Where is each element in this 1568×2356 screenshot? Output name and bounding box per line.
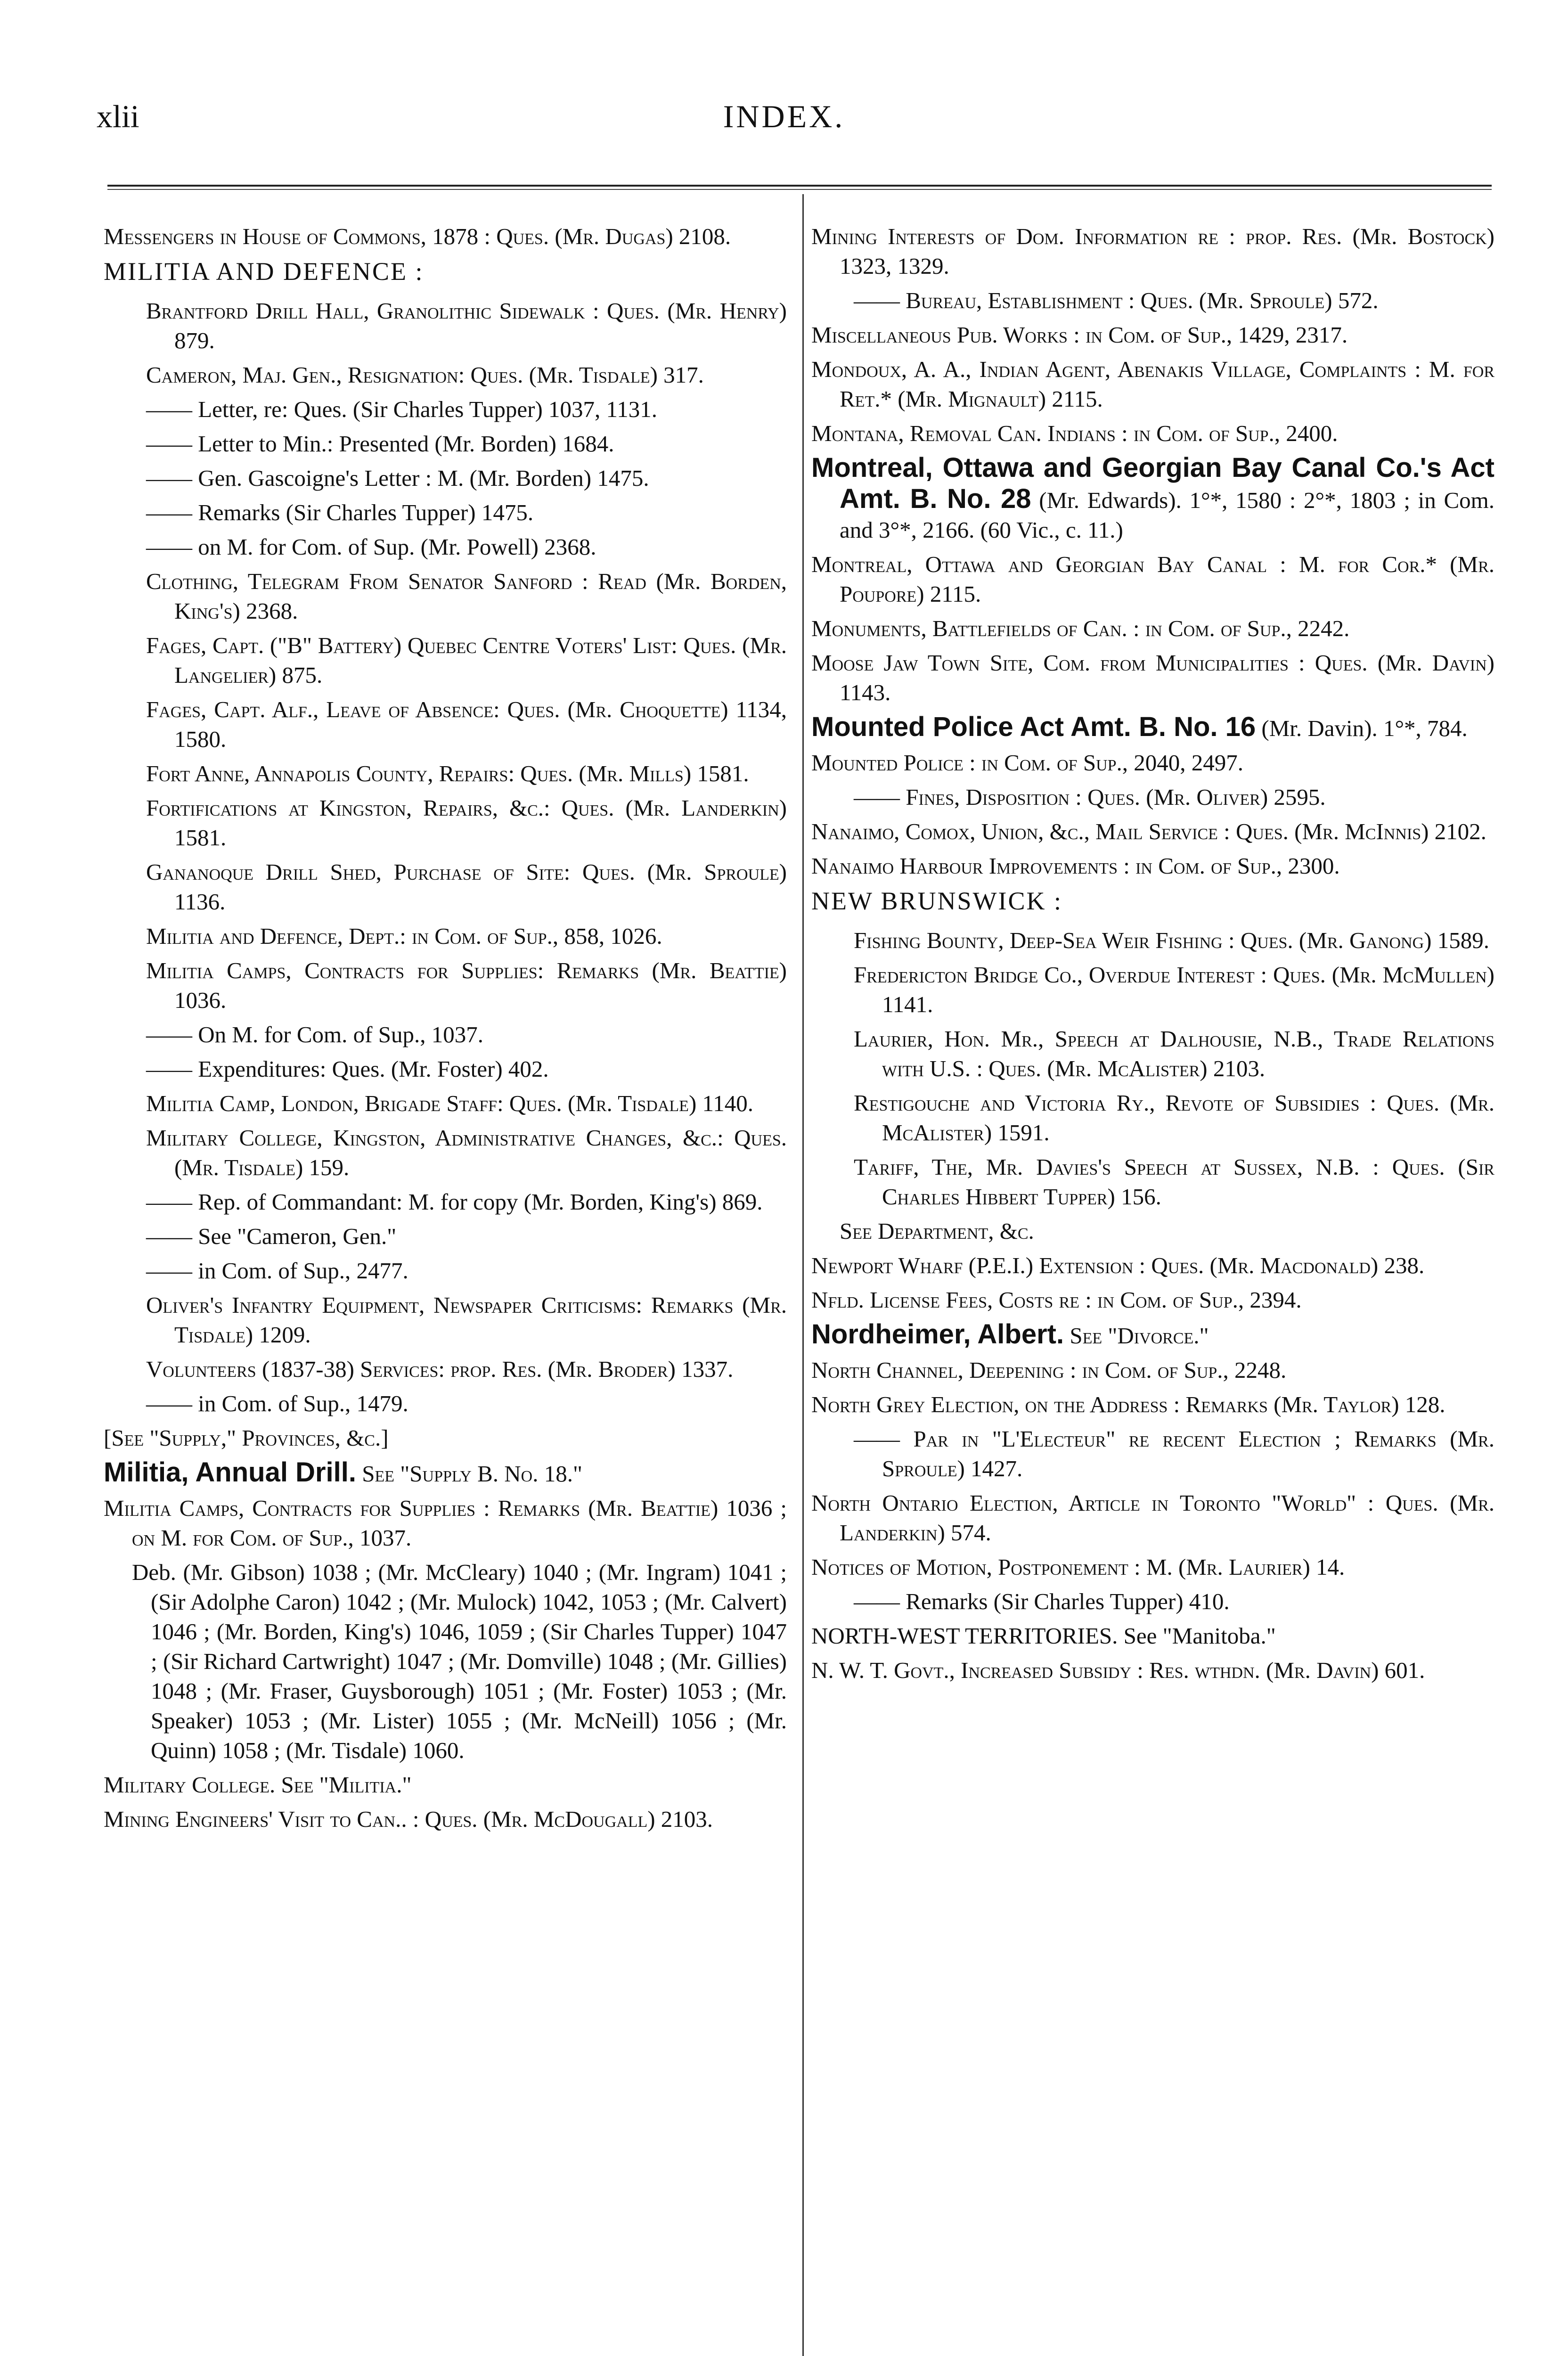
index-entry: Militia Camps, Contracts for Supplies : Remarks (Mr. Beattie) 1036 ; on M. for Com. of Sup., 1037. <box>104 1495 787 1551</box>
index-entry-bill <box>811 1319 1494 1350</box>
index-entry: Messengers in House of Commons, 1878 : Ques. (Mr. Dugas) 2108. <box>104 223 731 249</box>
index-entry: Monuments, Battlefields of Can. : in Com. of Sup., 2242. <box>811 615 1350 641</box>
index-entry: N. W. T. Govt., Increased Subsidy : Res. wthdn. (Mr. Davin) 601. <box>811 1657 1425 1683</box>
section-heading: MILITIA AND DEFENCE : <box>104 257 424 286</box>
page-header <box>0 98 1568 155</box>
index-entry: Nanaimo, Comox, Union, &c., Mail Service : Ques. (Mr. McInnis) 2102. <box>811 818 1486 844</box>
sub-entry: Militia and Defence, Dept.: in Com. of Sup., 858, 1026. <box>146 923 662 949</box>
sub-entry: —— Gen. Gascoigne's Letter : M. (Mr. Borden) 1475. <box>146 465 649 491</box>
index-entry: Nanaimo Harbour Improvements : in Com. of Sup., 2300. <box>811 853 1340 879</box>
index-entry: Military College. See "Militia." <box>104 1772 412 1798</box>
index-entry: North Ontario Election, Article in Toronto "World" : Ques. (Mr. Landerkin) 574. <box>811 1490 1494 1546</box>
sub-entry: Brantford Drill Hall, Granolithic Sidewalk : Ques. (Mr. Henry) 879. <box>146 298 787 353</box>
debate-list: Deb. (Mr. Gibson) 1038 ; (Mr. McCleary) 1040 ; (Mr. Ingram) 1041 ; (Sir Adolphe Caron) 1042 ; (Mr. Mulock) 1042, 1053 ; (Mr. Calvert) 1046 ; (Mr. Borden, King's) 1046, 1059 ; (Sir Charles Tupper) 1047 ; (Sir Richard Cartwright) 1047 ; (Mr. Domville) 1048 ; (Mr. Gillies) 1048 ; (Mr. Fraser, Guysborough) 1051 ; (Mr. Foster) 1053 ; (Mr. Speaker) 1053 ; (Mr. Lister) 1055 ; (Mr. McNeill) 1056 ; (Mr. Quinn) 1058 ; (Mr. Tisdale) 1060. <box>132 1559 787 1763</box>
sub-entry: Cameron, Maj. Gen., Resignation: Ques. (Mr. Tisdale) 317. <box>146 362 704 388</box>
index-entry: Newport Wharf (P.E.I.) Extension : Ques. (Mr. Macdonald) 238. <box>811 1252 1425 1278</box>
page-title: INDEX. <box>723 98 845 134</box>
sub-entry: Fortifications at Kingston, Repairs, &c.: Ques. (Mr. Landerkin) 1581. <box>146 795 787 851</box>
header-rule <box>107 185 1492 187</box>
sub-entry: —— Remarks (Sir Charles Tupper) 1475. <box>146 499 534 525</box>
sub-entry: —— Fines, Disposition : Ques. (Mr. Oliver) 2595. <box>854 784 1326 810</box>
sub-entry: Restigouche and Victoria Ry., Revote of Subsidies : Ques. (Mr. McAlister) 1591. <box>854 1090 1494 1145</box>
sub-entry: —— Remarks (Sir Charles Tupper) 410. <box>854 1588 1230 1614</box>
index-entry: Nfld. License Fees, Costs re : in Com. of Sup., 2394. <box>811 1287 1302 1313</box>
index-entry: Mondoux, A. A., Indian Agent, Abenakis Village, Complaints : M. for Ret.* (Mr. Mignault) 2115. <box>811 356 1494 412</box>
sub-entry: —— Letter to Min.: Presented (Mr. Borden) 1684. <box>146 431 614 457</box>
index-entry: Miscellaneous Pub. Works : in Com. of Sup., 1429, 2317. <box>811 322 1348 348</box>
index-entry: Montreal, Ottawa and Georgian Bay Canal : M. for Cor.* (Mr. Poupore) 2115. <box>811 551 1495 607</box>
bill-reference: (Mr. Davin). 1°*, 784. <box>1261 715 1468 741</box>
index-entry-bill <box>811 453 1494 545</box>
sub-entry: Oliver's Infantry Equipment, Newspaper Criticisms: Remarks (Mr. Tisdale) 1209. <box>146 1292 787 1348</box>
index-entry: Notices of Motion, Postponement : M. (Mr. Laurier) 14. <box>811 1554 1345 1580</box>
sub-entry: —— Letter, re: Ques. (Sir Charles Tupper) 1037, 1131. <box>146 396 657 422</box>
index-entry: NORTH-WEST TERRITORIES. See "Manitoba." <box>811 1623 1276 1649</box>
sub-entry: —— Expenditures: Ques. (Mr. Foster) 402. <box>146 1056 549 1082</box>
sub-entry: —— On M. for Com. of Sup., 1037. <box>146 1022 483 1047</box>
bill-title: Mounted Police Act Amt. B. No. 16 <box>811 712 1256 742</box>
sub-entry: Military College, Kingston, Administrative Changes, &c.: Ques. (Mr. Tisdale) 159. <box>146 1125 787 1180</box>
bill-reference: (Mr. Edwards). 1°*, 1580 : 2°*, 1803 ; in Com. and 3°*, 2166. (60 Vic., c. 11.) <box>840 487 1495 543</box>
index-entry: Mining Interests of Dom. Information re : prop. Res. (Mr. Bostock) 1323, 1329. <box>811 223 1494 279</box>
sub-entry: Fredericton Bridge Co., Overdue Interest : Ques. (Mr. McMullen) 1141. <box>854 962 1494 1017</box>
bill-reference: See "Divorce." <box>1070 1323 1209 1349</box>
page-number: xlii <box>97 98 139 134</box>
index-entry: North Grey Election, on the Address : Remarks (Mr. Taylor) 128. <box>811 1391 1446 1417</box>
index-entry: Mounted Police : in Com. of Sup., 2040, 2497. <box>811 750 1244 776</box>
sub-entry: Militia Camp, London, Brigade Staff: Ques. (Mr. Tisdale) 1140. <box>146 1090 753 1116</box>
sub-entry: Clothing, Telegram From Senator Sanford : Read (Mr. Borden, King's) 2368. <box>146 568 787 624</box>
sub-entry: Fages, Capt. ("B" Battery) Quebec Centre Voters' List: Ques. (Mr. Langelier) 875. <box>146 632 787 688</box>
sub-entry: —— in Com. of Sup., 1479. <box>146 1391 408 1416</box>
sub-entry: Fort Anne, Annapolis County, Repairs: Ques. (Mr. Mills) 1581. <box>146 761 749 786</box>
sub-entry: —— in Com. of Sup., 2477. <box>146 1258 408 1284</box>
index-entry: Moose Jaw Town Site, Com. from Municipalities : Ques. (Mr. Davin) 1143. <box>811 650 1494 705</box>
see-also: [See "Supply," Provinces, &c.] <box>104 1425 389 1451</box>
sub-entry: —— Bureau, Establishment : Ques. (Mr. Sproule) 572. <box>854 287 1379 313</box>
sub-entry: —— on M. for Com. of Sup. (Mr. Powell) 2368. <box>146 534 596 560</box>
left-column <box>104 221 787 1839</box>
bill-title: Militia, Annual Drill. <box>104 1457 356 1488</box>
sub-entry: Fishing Bounty, Deep-Sea Weir Fishing : Ques. (Mr. Ganong) 1589. <box>854 927 1489 953</box>
index-entry: Mining Engineers' Visit to Can.. : Ques. (Mr. McDougall) 2103. <box>104 1806 713 1832</box>
index-entry-bill <box>811 712 1494 743</box>
sub-entry: Gananoque Drill Shed, Purchase of Site: Ques. (Mr. Sproule) 1136. <box>146 859 787 915</box>
sub-entry: —— See "Cameron, Gen." <box>146 1223 397 1249</box>
right-column <box>811 221 1494 1690</box>
index-entry-bill <box>104 1457 787 1489</box>
bill-title: Montreal, Ottawa and Georgian Bay Canal Co.'s Act Amt. B. No. 28 <box>811 452 1494 514</box>
sub-entry: Laurier, Hon. Mr., Speech at Dalhousie, N.B., Trade Relations with U.S. : Ques. (Mr. McAlister) 2103. <box>854 1026 1494 1081</box>
sub-entry: Volunteers (1837-38) Services: prop. Res. (Mr. Broder) 1337. <box>146 1356 734 1382</box>
see-also: See Department, &c. <box>840 1218 1034 1244</box>
section-heading: NEW BRUNSWICK : <box>811 887 1063 915</box>
sub-entry: Militia Camps, Contracts for Supplies: Remarks (Mr. Beattie) 1036. <box>146 957 787 1013</box>
index-entry: Montana, Removal Can. Indians : in Com. of Sup., 2400. <box>811 420 1338 446</box>
bill-title: Nordheimer, Albert. <box>811 1319 1064 1350</box>
sub-entry: —— Par in "L'Electeur" re recent Election ; Remarks (Mr. Sproule) 1427. <box>854 1426 1494 1481</box>
index-entry: North Channel, Deepening : in Com. of Sup., 2248. <box>811 1357 1287 1383</box>
column-divider <box>802 194 804 2356</box>
sub-entry: Tariff, The, Mr. Davies's Speech at Sussex, N.B. : Ques. (Sir Charles Hibbert Tupper) 156. <box>854 1154 1494 1210</box>
header-rule-thin <box>107 189 1492 190</box>
sub-entry: —— Rep. of Commandant: M. for copy (Mr. Borden, King's) 869. <box>146 1189 763 1215</box>
bill-reference: See "Supply B. No. 18." <box>362 1461 582 1487</box>
sub-entry: Fages, Capt. Alf., Leave of Absence: Ques. (Mr. Choquette) 1134, 1580. <box>146 696 787 752</box>
